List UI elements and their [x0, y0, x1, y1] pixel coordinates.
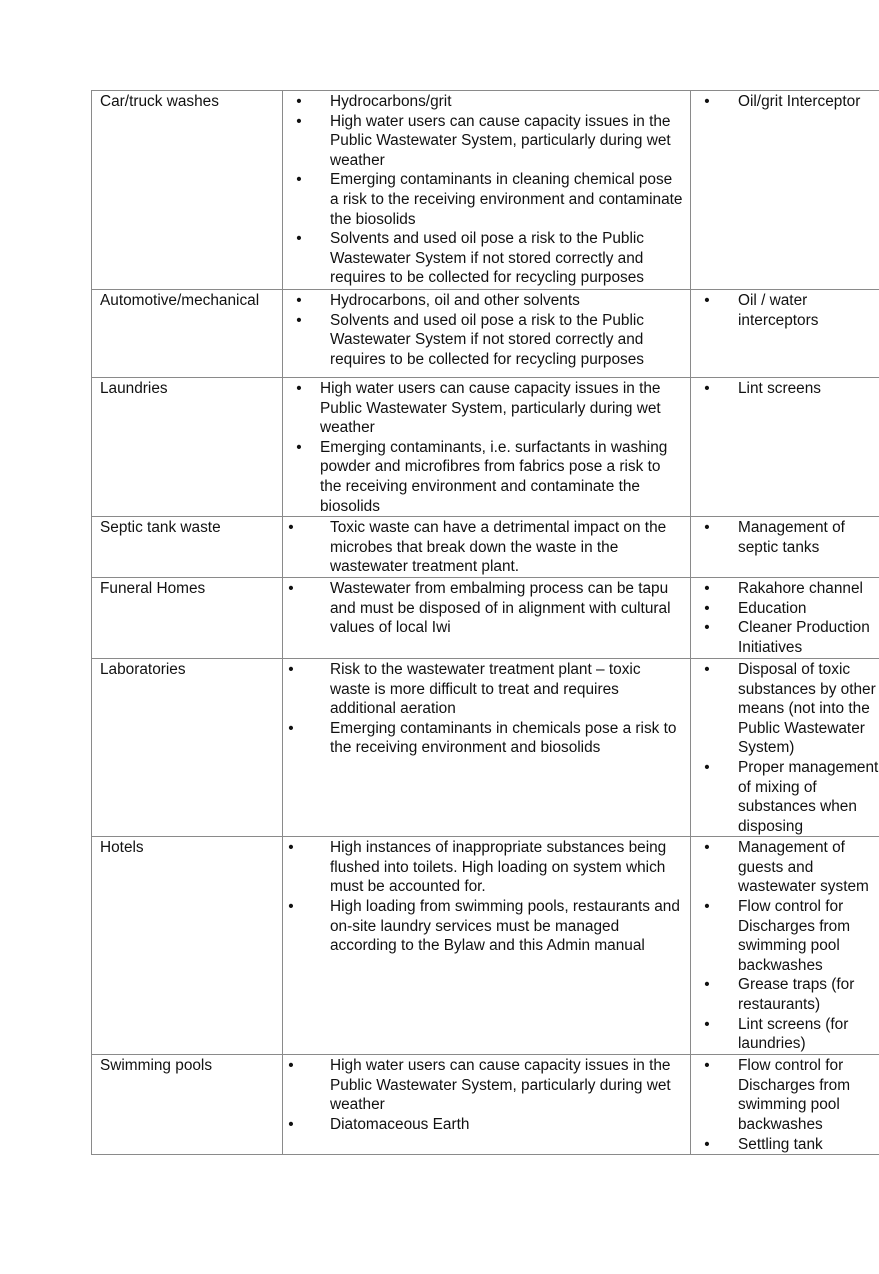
bullet-icon: •: [296, 171, 302, 189]
source-cell: [92, 658, 283, 836]
list-item: • Disposal of toxic substances by other means (not into the Public Wastewater System): [691, 660, 879, 758]
list-item: • Flow control for Discharges from swimming pool backwashes: [691, 1056, 879, 1134]
bullet-icon: •: [296, 93, 302, 110]
table-row: [92, 837, 879, 1055]
list-item: • Toxic waste can have a detrimental impact on the microbes that break down the waste in the wastewater treatment plant.: [283, 518, 690, 577]
list-item: • Oil/grit Interceptor: [691, 92, 879, 112]
risks-cell: [283, 290, 691, 378]
list-item: • High water users can cause capacity issues in the Public Wastewater System, particularly during wet weather: [283, 379, 690, 438]
bullet-icon: •: [704, 1135, 710, 1153]
list-item: • High water users can cause capacity issues in the Public Wastewater System, particularly during wet weather: [283, 112, 690, 171]
source-cell: [92, 837, 283, 1055]
risks-cell: [283, 1055, 691, 1155]
list-item: • Rakahore channel: [691, 579, 879, 599]
bullet-icon: •: [288, 839, 294, 857]
controls-cell: [691, 91, 879, 290]
bullet-icon: •: [704, 292, 710, 309]
bullet-icon: •: [296, 112, 302, 130]
list-item: • High loading from swimming pools, restaurants and on-site laundry services must be managed according to the Bylaw and this Admin manual: [283, 897, 690, 956]
list-item: • High instances of inappropriate substances being flushed into toilets. High loading on system which must be accounted for.: [283, 838, 690, 897]
bullet-icon: •: [288, 660, 294, 678]
control-list: [691, 837, 879, 1054]
bullet-icon: •: [296, 380, 302, 397]
bullet-icon: •: [296, 230, 302, 248]
controls-cell: [691, 1055, 879, 1155]
list-item: • Emerging contaminants in cleaning chemical pose a risk to the receiving environment and contaminate the biosolids: [283, 170, 690, 229]
bullet-icon: •: [704, 660, 710, 678]
controls-cell: [691, 577, 879, 658]
risk-list: [283, 517, 690, 577]
list-item: • Lint screens: [691, 379, 879, 399]
bullet-icon: •: [704, 898, 710, 916]
table-row: [92, 91, 879, 290]
list-item: • Settling tank: [691, 1135, 879, 1155]
bullet-icon: •: [704, 1057, 710, 1075]
bullet-icon: •: [704, 93, 710, 110]
table-row: [92, 517, 879, 578]
table-row: [92, 658, 879, 836]
risk-list: [283, 378, 690, 516]
list-item: • Emerging contaminants in chemicals pose a risk to the receiving environment and biosolids: [283, 719, 690, 758]
source-cell: [92, 378, 283, 517]
list-item: • Hydrocarbons, oil and other solvents: [283, 291, 690, 311]
risk-list: [283, 290, 690, 369]
list-item: • Risk to the wastewater treatment plant – toxic waste is more difficult to treat and requires additional aeration: [283, 660, 690, 719]
list-item: • Hydrocarbons/grit: [283, 92, 690, 112]
controls-cell: [691, 658, 879, 836]
list-item: • Proper management of mixing of substances when disposing: [691, 758, 879, 836]
source-cell: [92, 577, 283, 658]
list-item: • Education: [691, 599, 879, 619]
source-label: Funeral Homes: [100, 579, 206, 597]
source-cell: [92, 517, 283, 578]
bullet-icon: •: [296, 438, 302, 456]
source-label: Automotive/mechanical: [100, 292, 260, 309]
risk-list: [283, 837, 690, 956]
bullet-icon: •: [704, 599, 710, 617]
source-label: Septic tank waste: [100, 519, 221, 537]
table-row: [92, 1055, 879, 1155]
bullet-icon: •: [704, 380, 710, 397]
controls-cell: [691, 378, 879, 517]
list-item: • High water users can cause capacity issues in the Public Wastewater System, particularly during wet weather: [283, 1056, 690, 1115]
list-item: • Management of septic tanks: [691, 518, 879, 557]
bullet-icon: •: [288, 579, 294, 597]
controls-cell: [691, 290, 879, 378]
source-label: Laundries: [100, 380, 168, 397]
list-item: • Oil / water interceptors: [691, 291, 879, 330]
table-row: [92, 378, 879, 517]
risks-cell: [283, 517, 691, 578]
list-item: • Grease traps (for restaurants): [691, 975, 879, 1014]
list-item: • Lint screens (for laundries): [691, 1015, 879, 1054]
control-list: [691, 1055, 879, 1154]
source-cell: [92, 91, 283, 290]
controls-cell: [691, 837, 879, 1055]
bullet-icon: •: [288, 1057, 294, 1075]
bullet-icon: •: [704, 579, 710, 597]
risks-cell: [283, 658, 691, 836]
source-label: Car/truck washes: [100, 93, 219, 110]
risk-list: [283, 91, 690, 288]
risk-list: [283, 578, 690, 638]
bullet-icon: •: [704, 619, 710, 637]
table-row: [92, 577, 879, 658]
bullet-icon: •: [288, 898, 294, 916]
bullet-icon: •: [704, 758, 710, 776]
source-cell: [92, 1055, 283, 1155]
control-list: [691, 517, 879, 557]
bullet-icon: •: [288, 719, 294, 737]
bullet-icon: •: [704, 839, 710, 857]
control-list: [691, 578, 879, 657]
bullet-icon: •: [704, 519, 710, 537]
risks-cell: [283, 91, 691, 290]
list-item: • Wastewater from embalming process can be tapu and must be disposed of in alignment with cultural values of local Iwi: [283, 579, 690, 638]
control-list: [691, 91, 879, 112]
risks-cell: [283, 378, 691, 517]
control-list: [691, 290, 879, 330]
bullet-icon: •: [704, 976, 710, 994]
list-item: • Flow control for Discharges from swimming pool backwashes: [691, 897, 879, 975]
risk-list: [283, 1055, 690, 1134]
risks-cell: [283, 577, 691, 658]
bullet-icon: •: [288, 1116, 294, 1134]
source-cell: [92, 290, 283, 378]
bullet-icon: •: [296, 292, 302, 309]
source-label: Hotels: [100, 839, 144, 857]
list-item: • Emerging contaminants, i.e. surfactants in washing powder and microfibres from fabrics pose a risk to the receiving environment and contaminate the biosolids: [283, 438, 690, 516]
risks-cell: [283, 837, 691, 1055]
trade-waste-risk-table: [91, 90, 879, 1155]
bullet-icon: •: [704, 1015, 710, 1033]
control-list: [691, 378, 879, 399]
bullet-icon: •: [296, 311, 302, 329]
bullet-icon: •: [288, 519, 294, 537]
list-item: • Management of guests and wastewater system: [691, 838, 879, 897]
source-label: Swimming pools: [100, 1057, 213, 1075]
risk-list: [283, 659, 690, 758]
list-item: • Solvents and used oil pose a risk to the Public Wastewater System if not stored correctly and requires to be collected for recycling purposes: [283, 311, 690, 370]
controls-cell: [691, 517, 879, 578]
list-item: • Solvents and used oil pose a risk to the Public Wastewater System if not stored correctly and requires to be collected for recycling purposes: [283, 229, 690, 288]
list-item: • Cleaner Production Initiatives: [691, 618, 879, 657]
source-label: Laboratories: [100, 660, 186, 678]
table-row: [92, 290, 879, 378]
list-item: • Diatomaceous Earth: [283, 1115, 690, 1135]
control-list: [691, 659, 879, 836]
